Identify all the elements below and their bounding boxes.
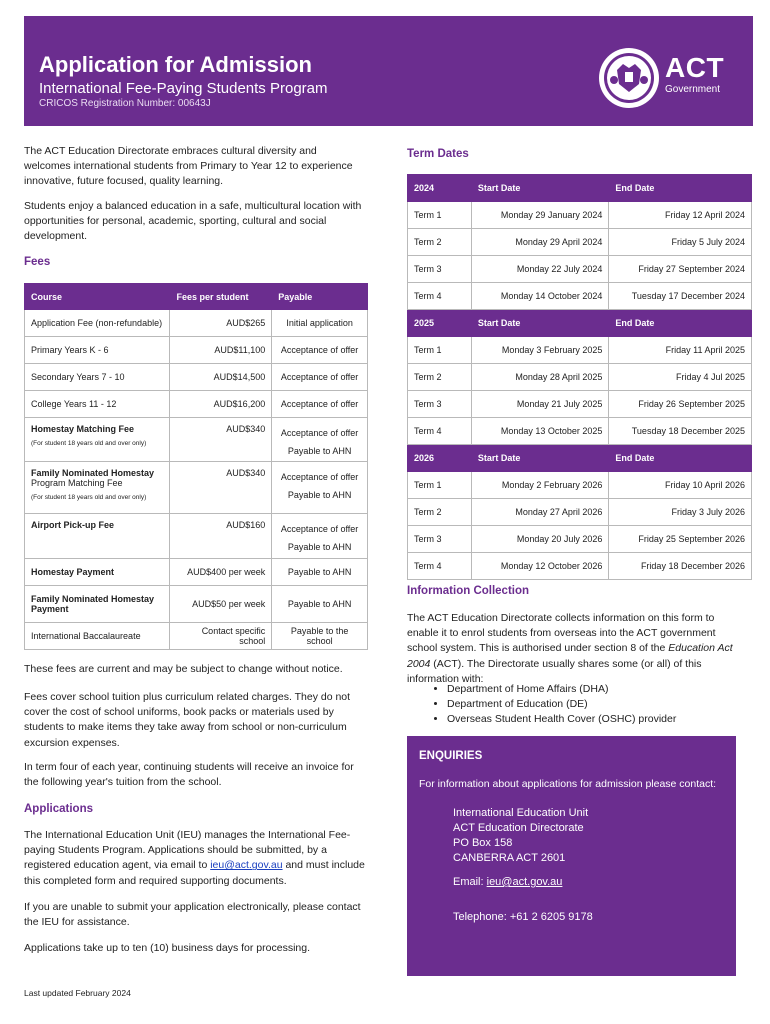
fee-course-cell (25, 462, 170, 514)
term-start: Monday 27 April 2026 (471, 499, 609, 526)
term-end: Friday 18 December 2026 (609, 553, 752, 580)
fee-payable: Payable to AHN (272, 559, 368, 586)
term-end: Friday 12 April 2024 (609, 202, 752, 229)
applications-paragraph-1 (24, 828, 368, 889)
fee-course: Airport Pick-up Fee (25, 514, 170, 559)
info-text: The ACT Education Directorate collects information on this form to enable it to enrol students from overseas into the ACT government school system. This is authorised under section 8 of the (407, 612, 716, 655)
term-label: Term 2 (408, 499, 472, 526)
table-row (25, 364, 368, 391)
term-dates-heading: Term Dates (407, 148, 469, 160)
year-header-row (408, 310, 752, 337)
term-label: Term 4 (408, 418, 472, 445)
fee-amount: AUD$265 (170, 310, 272, 337)
address-line: International Education Unit (453, 807, 589, 819)
fee-payable-cell (272, 514, 368, 559)
term-label: Term 4 (408, 283, 472, 310)
fee-note: (For student 18 years old and over only) (31, 440, 147, 447)
table-row (408, 229, 752, 256)
col-end-date: End Date (609, 310, 752, 337)
fees-col-course: Course (25, 284, 170, 310)
fee-amount: AUD$16,200 (170, 391, 272, 418)
fee-course: Homestay Matching Fee (31, 424, 135, 434)
term-end: Friday 26 September 2025 (609, 391, 752, 418)
fees-header-row (25, 284, 368, 310)
term-start: Monday 2 February 2026 (471, 472, 609, 499)
fee-note: (For student 18 years old and over only) (31, 494, 147, 501)
logo-text: ACT (665, 52, 725, 83)
information-collection-heading: Information Collection (407, 585, 530, 597)
term-label: Term 2 (408, 364, 472, 391)
contact-phone: Telephone: +61 2 6205 9178 (453, 911, 593, 923)
footer-updated: Last updated February 2024 (24, 988, 131, 998)
applications-paragraph-2: If you are unable to submit your application electronically, please contact the IEU for assistance. (24, 901, 361, 929)
fee-amount: AUD$400 per week (170, 559, 272, 586)
fee-amount: AUD$340 (170, 462, 272, 514)
table-row (25, 391, 368, 418)
fee-payable-2: Payable to AHN (287, 490, 352, 500)
applications-heading: Applications (24, 803, 94, 815)
fee-payable-2: Payable to AHN (287, 542, 352, 552)
term-label: Term 3 (408, 256, 472, 283)
fee-course: Family Nominated Homestay (31, 468, 155, 478)
table-row (25, 514, 368, 559)
fee-payable: Acceptance of offer (280, 524, 359, 534)
term-start: Monday 14 October 2024 (471, 283, 609, 310)
fee-payable: Payable to AHN (272, 586, 368, 623)
fee-amount: AUD$50 per week (170, 586, 272, 623)
table-row (408, 337, 752, 364)
fee-payable: Acceptance of offer (280, 428, 359, 438)
term-label: Term 1 (408, 202, 472, 229)
fees-col-fees: Fees per student (170, 284, 272, 310)
email-label: Email: (453, 876, 487, 888)
term-start: Monday 29 January 2024 (471, 202, 609, 229)
table-row (25, 559, 368, 586)
page-subtitle: International Fee-Paying Students Program (39, 80, 328, 97)
term-label: Term 1 (408, 472, 472, 499)
address-line: ACT Education Directorate (453, 822, 584, 834)
page-title: Application for Admission (39, 52, 312, 77)
fee-course: Secondary Years 7 - 10 (25, 364, 170, 391)
year-label: 2025 (408, 310, 472, 337)
fee-amount: AUD$340 (170, 418, 272, 462)
contact-email-link[interactable]: ieu@act.gov.au (486, 876, 563, 888)
applications-text-after: and must include this completed form and required supporting documents. (24, 859, 365, 887)
term-start: Monday 20 July 2026 (471, 526, 609, 553)
address-line: PO Box 158 (453, 837, 513, 849)
crest-icon (597, 46, 661, 110)
contact-address (453, 806, 588, 866)
term-label: Term 2 (408, 229, 472, 256)
intro-paragraph-2: Students enjoy a balanced education in a safe, multicultural location with opportunities for personal, academic, sporting, cultural and social development. (24, 200, 362, 243)
enquiries-box (407, 736, 736, 976)
fees-table (24, 283, 368, 650)
term-end: Friday 4 Jul 2025 (609, 364, 752, 391)
table-row (25, 310, 368, 337)
term-end: Friday 25 September 2026 (609, 526, 752, 553)
term-end: Friday 11 April 2025 (609, 337, 752, 364)
fee-payable: Payable to the school (272, 623, 368, 650)
fee-amount: AUD$160 (170, 514, 272, 559)
education-act-title: Education Act 2004 (407, 642, 733, 670)
fees-heading: Fees (24, 256, 51, 268)
applications-text: The International Education Unit (IEU) manages the International Fee-paying Students Program. Applications should be submitted, by a registered education agent, via email to (24, 829, 351, 872)
table-row (408, 391, 752, 418)
col-end-date: End Date (609, 175, 752, 202)
sharing-list (407, 682, 770, 728)
table-row (25, 623, 368, 650)
header-banner (24, 16, 753, 126)
enquiries-text: For information about applications for admission please contact: (419, 778, 717, 790)
fee-payable: Initial application (272, 310, 368, 337)
term-label: Term 3 (408, 391, 472, 418)
term-start: Monday 12 October 2026 (471, 553, 609, 580)
table-row (25, 337, 368, 364)
table-row (408, 472, 752, 499)
term-label: Term 3 (408, 526, 472, 553)
enquiries-heading: ENQUIRIES (419, 750, 483, 762)
term-end: Tuesday 18 December 2025 (609, 418, 752, 445)
table-row (408, 526, 752, 553)
fee-payable: Acceptance of offer (272, 391, 368, 418)
fee-course: Application Fee (non-refundable) (25, 310, 170, 337)
term-end: Friday 10 April 2026 (609, 472, 752, 499)
fee-course: Homestay Payment (25, 559, 170, 586)
table-row (408, 202, 752, 229)
col-start-date: Start Date (471, 445, 609, 472)
fee-payable-2: Payable to AHN (287, 446, 352, 456)
table-row (408, 256, 752, 283)
term-end: Tuesday 17 December 2024 (609, 283, 752, 310)
intro-paragraph-1: The ACT Education Directorate embraces cultural diversity and welcomes international students from Primary to Year 12 to experience innovative, future focused, quality learning. (24, 145, 353, 188)
fee-course-cell (25, 418, 170, 462)
table-row (25, 586, 368, 623)
fee-payable: Acceptance of offer (272, 364, 368, 391)
col-start-date: Start Date (471, 310, 609, 337)
contact-email (453, 876, 562, 888)
fees-note-2: Fees cover school tuition plus curriculum related charges. They do not cover the cost of school uniforms, book packs or materials used by students to make items they take away from school or non-curriculum excursion expenses. (24, 691, 351, 749)
applications-paragraph-3: Applications take up to ten (10) business days for processing. (24, 942, 310, 954)
col-end-date: End Date (609, 445, 752, 472)
act-government-logo (597, 46, 737, 110)
term-end: Friday 3 July 2026 (609, 499, 752, 526)
cricos-number: CRICOS Registration Number: 00643J (39, 98, 211, 109)
term-start: Monday 13 October 2025 (471, 418, 609, 445)
table-row (25, 418, 368, 462)
fee-course: International Baccalaureate (25, 623, 170, 650)
year-label: 2024 (408, 175, 472, 202)
fee-payable-cell (272, 418, 368, 462)
table-row (25, 462, 368, 514)
fee-course: College Years 11 - 12 (25, 391, 170, 418)
table-row (408, 364, 752, 391)
year-header-row (408, 175, 752, 202)
term-label: Term 1 (408, 337, 472, 364)
term-label: Term 4 (408, 553, 472, 580)
ieu-email-link[interactable]: ieu@act.gov.au (210, 859, 283, 872)
col-start-date: Start Date (471, 175, 609, 202)
fee-course: Family Nominated Homestay Payment (25, 586, 170, 623)
year-header-row (408, 445, 752, 472)
term-start: Monday 28 April 2025 (471, 364, 609, 391)
list-item: • Department of Education (DE) (447, 697, 770, 712)
fee-payable: Acceptance of offer (272, 337, 368, 364)
fee-amount: Contact specific school (170, 623, 272, 650)
table-row (408, 499, 752, 526)
table-row (408, 283, 752, 310)
fee-amount: AUD$14,500 (170, 364, 272, 391)
fee-payable: Acceptance of offer (280, 472, 359, 482)
fee-course: Primary Years K - 6 (25, 337, 170, 364)
term-start: Monday 29 April 2024 (471, 229, 609, 256)
list-item: • Department of Home Affairs (DHA) (447, 682, 770, 697)
term-end: Friday 5 July 2024 (609, 229, 752, 256)
term-end: Friday 27 September 2024 (609, 256, 752, 283)
term-start: Monday 3 February 2025 (471, 337, 609, 364)
term-start: Monday 22 July 2024 (471, 256, 609, 283)
fee-amount: AUD$11,100 (170, 337, 272, 364)
fees-col-payable: Payable (272, 284, 368, 310)
table-row (408, 418, 752, 445)
fee-course-line2: Program Matching Fee (31, 478, 123, 488)
logo-subtext: Government (665, 84, 721, 95)
address-line: CANBERRA ACT 2601 (453, 852, 566, 864)
term-start: Monday 21 July 2025 (471, 391, 609, 418)
table-row (408, 553, 752, 580)
information-paragraph (407, 611, 737, 687)
fee-payable-cell (272, 462, 368, 514)
year-label: 2026 (408, 445, 472, 472)
fees-note-1: These fees are current and may be subject to change without notice. (24, 663, 343, 675)
fees-note-3: In term four of each year, continuing students will receive an invoice for the following year's tuition from the school. (24, 761, 354, 789)
term-dates-table (407, 174, 752, 580)
info-text-after: (ACT). The Directorate usually shares some (or all) of this information with: (407, 657, 702, 685)
list-item: • Overseas Student Health Cover (OSHC) provider (447, 712, 770, 727)
